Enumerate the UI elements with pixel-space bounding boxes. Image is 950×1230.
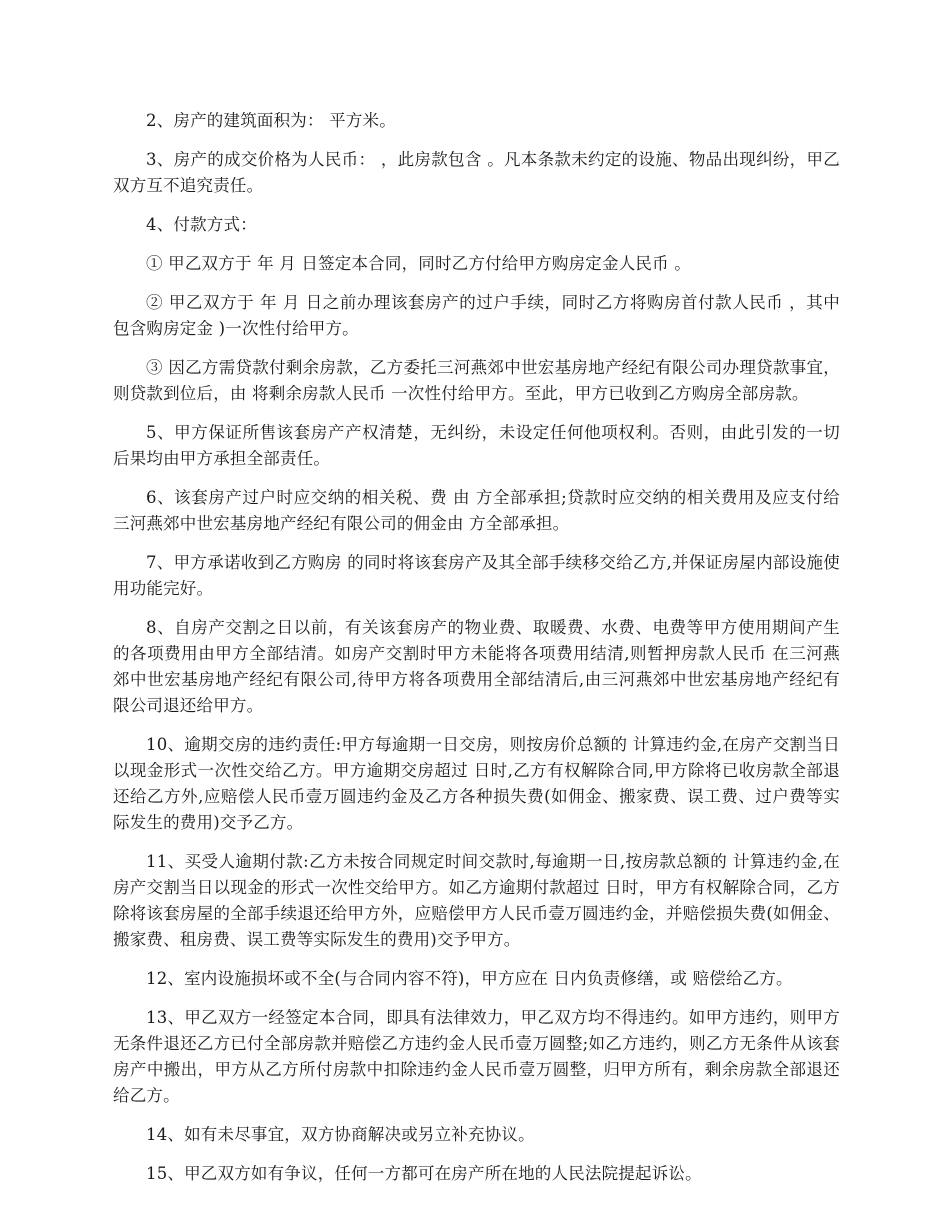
clause-2: 2、房产的建筑面积为： 平方米。 [146,111,396,130]
clause-5: 5、甲方保证所售该套房产产权清楚，无纠纷，未设定任何他项权利。否则，由此引发的一切后果均由甲方承担全部责任。 [113,423,840,468]
clause-8: 8、自房产交割之日以前，有关该套房产的物业费、取暖费、水费、电费等甲方使用期间产生的各项费用由甲方全部结清。如房产交割时甲方未能将各项费用结清,则暂押房款人民币 在三河燕郊中世宏基房地产经纪有限公司,待甲方将各项费用全部结清后,由三河燕郊中世宏基房地产经纪有限公司退还给甲方。 [113,618,840,715]
clause-15: 15、甲乙双方如有争议，任何一方都可在房产所在地的人民法院提起诉讼。 [146,1164,702,1183]
clause-14: 14、如有未尽事宜，双方协商解决或另立补充协议。 [146,1125,535,1144]
clause-11: 11、买受人逾期付款:乙方未按合同规定时间交款时,每逾期一日,按房款总额的 计算违约金,在房产交割当日以现金的形式一次性交给甲方。如乙方逾期付款超过 日时，甲方有权解除合同，乙方除将该套房屋的全部手续退还给甲方外，应赔偿甲方人民币壹万圆违约金，并赔偿损失费(如佣金、搬家费、租房费、误工费等实际发生的费用)交予甲方。 [113,852,840,949]
clause-7: 7、甲方承诺收到乙方购房 的同时将该套房产及其全部手续移交给乙方,并保证房屋内部设施使用功能完好。 [113,553,840,598]
clause-10: 10、逾期交房的违约责任:甲方每逾期一日交房，则按房价总额的 计算违约金,在房产交割当日以现金形式一次性交给乙方。甲方逾期交房超过 日时,乙方有权解除合同,甲方除将已收房款全部退还给乙方外,应赔偿人民币壹万圆违约金及乙方各种损失费(如佣金、搬家费、误工费、过户费等实际发生的费用)交予乙方。 [113,735,840,832]
clause-3: 3、房产的成交价格为人民币： ，此房款包含 。凡本条款未约定的设施、物品出现纠纷，甲乙双方互不追究责任。 [113,150,840,195]
payment-item-1: ① 甲乙双方于 年 月 日签定本合同，同时乙方付给甲方购房定金人民币 。 [146,254,691,273]
clause-4: 4、付款方式： [146,215,257,234]
clause-13: 13、甲乙双方一经签定本合同，即具有法律效力，甲乙双方均不得违约。如甲方违约，则甲方无条件退还乙方已付全部房款并赔偿乙方违约金人民币壹万圆整;如乙方违约，则乙方无条件从该套房产中搬出，甲方从乙方所付房款中扣除违约金人民币壹万圆整，归甲方所有，剩余房款全部退还给乙方。 [113,1008,840,1105]
payment-item-2: ② 甲乙双方于 年 月 日之前办理该套房产的过户手续，同时乙方将购房首付款人民币 ，其中包含购房定金 )一次性付给甲方。 [113,293,840,338]
payment-item-3: ③ 因乙方需贷款付剩余房款，乙方委托三河燕郊中世宏基房地产经纪有限公司办理贷款事宜，则贷款到位后，由 将剩余房款人民币 一次性付给甲方。至此，甲方已收到乙方购房全部房款。 [113,358,840,403]
clause-6: 6、该套房产过户时应交纳的相关税、费 由 方全部承担;贷款时应交纳的相关费用及应支付给三河燕郊中世宏基房地产经纪有限公司的佣金由 方全部承担。 [113,488,840,533]
clause-12: 12、室内设施损坏或不全(与合同内容不符)，甲方应在 日内负责修缮，或 赔偿给乙方。 [146,969,793,988]
